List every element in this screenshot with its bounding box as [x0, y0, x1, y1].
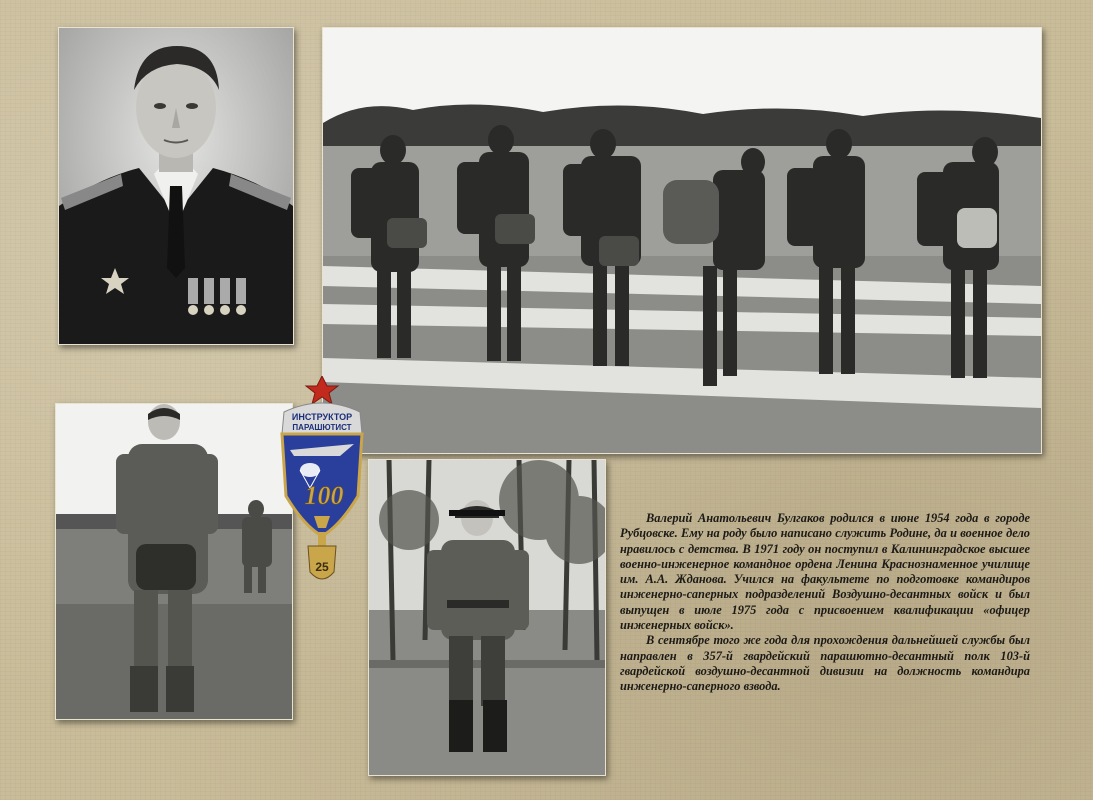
badge-pendant-number: 25 [315, 560, 329, 574]
forest-officer-photo [368, 459, 606, 776]
field-soldier-photo [55, 403, 293, 720]
parachutists-group-photo [322, 27, 1042, 454]
portrait-photo [58, 27, 294, 345]
badge-line2: ПАРАШЮТИСТ [292, 423, 352, 432]
badge-big-number: 100 [304, 481, 344, 510]
parachutist-instructor-badge [280, 376, 364, 590]
biography-text [620, 511, 1030, 695]
bio-paragraph-1: Валерий Анатольевич Булгаков родился в июне 1954 года в городе Рубцовске. Ему на роду было написано служить Родине, да и военное дело нравилось с детства. В 1971 году он поступил в Калининградское высшее военно-инженерное командное ордена Ленина Краснознаменное училище им. А.А. Жданова. Учился на факультете по подготовке командиров инженерно-саперных подразделений Воздушно-десантных войск и был выпущен в июле 1975 года с присвоением квалификации «офицер инженерных войск». [620, 511, 1030, 633]
badge-line1: ИНСТРУКТОР [291, 412, 353, 422]
bio-paragraph-2: В сентябре того же года для прохождения дальнейшей службы был направлен в 357-й гвардейский парашютно-десантный полк 103-й гвардейской воздушно-десантной дивизии на должность командира инженерно-саперного взвода. [620, 633, 1030, 694]
